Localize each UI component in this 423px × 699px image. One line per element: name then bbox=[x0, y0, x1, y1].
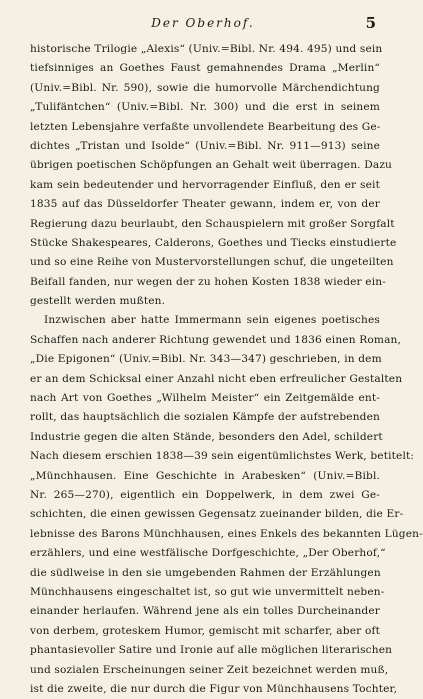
text-line: dichtes „Tristan und Isolde“ (Univ.=Bibl. Nr. 911—913) seine bbox=[30, 139, 380, 152]
text-line: Münchhausens eingeschaltet ist, so gut wie unvermittelt neben- bbox=[30, 585, 385, 598]
running-head bbox=[40, 14, 376, 34]
text-line: Inzwischen aber hatte Immermann sein eigenes poetisches bbox=[44, 314, 380, 327]
text-line: „Münchhausen. Eine Geschichte in Arabesken“ (Univ.=Bibl. bbox=[30, 469, 380, 482]
text-line: gestellt werden mußten. bbox=[30, 295, 166, 308]
text-line: (Univ.=Bibl. Nr. 590), sowie die humorvolle Märchendichtung bbox=[30, 81, 380, 94]
body-text bbox=[30, 40, 423, 699]
text-line: einander herlaufen. Während jene als ein tolles Durcheinander bbox=[30, 605, 380, 618]
text-line: „Die Epigonen“ (Univ.=Bibl. Nr. 343—347) geschrieben, in dem bbox=[30, 353, 382, 366]
text-line: Nach diesem erschien 1838—39 sein eigentümlichstes Werk, betitelt: bbox=[30, 450, 415, 463]
page-number: 5 bbox=[365, 14, 376, 32]
text-line: von derbem, groteskem Humor, gemischt mit scharfer, aber oft bbox=[30, 624, 380, 637]
text-line: Schaffen nach anderer Richtung gewendet und 1836 einen Roman, bbox=[30, 333, 402, 346]
text-line: 1835 auf das Düsseldorfer Theater gewann, indem er, von der bbox=[30, 198, 380, 211]
text-line: letzten Lebensjahre verfaßte unvollendete Bearbeitung des Ge- bbox=[30, 120, 381, 133]
text-line: Beifall fanden, nur wegen der zu hohen Kosten 1838 wieder ein- bbox=[30, 275, 386, 288]
text-line: ist die zweite, die nur durch die Figur von Münchhausens Tochter, bbox=[30, 682, 398, 695]
text-line: Stücke Shakespeares, Calderons, Goethes und Tiecks einstudierte bbox=[30, 236, 397, 249]
text-line: Regierung dazu beurlaubt, den Schauspielern mit großer Sorgfalt bbox=[30, 217, 395, 230]
text-line: erzählers, und eine westfälische Dorfgeschichte, „Der Oberhof,“ bbox=[30, 547, 386, 560]
text-line: Industrie gegen die alten Stände, besonders den Adel, schildert bbox=[30, 430, 383, 443]
text-line: rollt, das hauptsächlich die sozialen Kämpfe der aufstrebenden bbox=[30, 411, 380, 424]
text-line: nach Art von Goethes „Wilhelm Meister“ ein Zeitgemälde ent- bbox=[30, 392, 380, 405]
text-line: lebnisse des Barons Münchhausen, eines Enkels des bekannten Lügen- bbox=[30, 527, 423, 540]
text-line: phantasievoller Satire und Ironie auf alle möglichen literarischen bbox=[30, 644, 393, 657]
text-line: und so eine Reihe von Mustervorstellungen schuf, die ungeteilten bbox=[30, 256, 394, 269]
text-line: tiefsinniges an Goethes Faust gemahnendes Drama „Merlin“ bbox=[30, 62, 380, 75]
text-line: historische Trilogie „Alexis“ (Univ.=Bibl. Nr. 494. 495) und sein bbox=[30, 43, 383, 55]
text-line: er an dem Schicksal einer Anzahl nicht eben erfreulicher Gestalten bbox=[30, 372, 403, 385]
running-title: Der Oberhof. bbox=[151, 16, 255, 30]
text-line: übrigen poetischen Schöpfungen an Gehalt weit überragen. Dazu bbox=[30, 159, 393, 172]
text-line: „Tulifäntchen“ (Univ.=Bibl. Nr. 300) und die erst in seinem bbox=[30, 101, 380, 114]
text-line: und sozialen Erscheinungen seiner Zeit bezeichnet werden muß, bbox=[30, 663, 389, 676]
text-line: die südlweise in den sie umgebenden Rahmen der Erzählungen bbox=[30, 566, 381, 579]
text-line: kam sein bedeutender und hervorragender Einfluß, den er seit bbox=[30, 178, 380, 191]
text-line: Nr. 265—270), eigentlich ein Doppelwerk, in dem zwei Ge- bbox=[30, 488, 380, 501]
text-line: schichten, die einen gewissen Gegensatz zueinander bilden, die Er- bbox=[30, 508, 404, 521]
